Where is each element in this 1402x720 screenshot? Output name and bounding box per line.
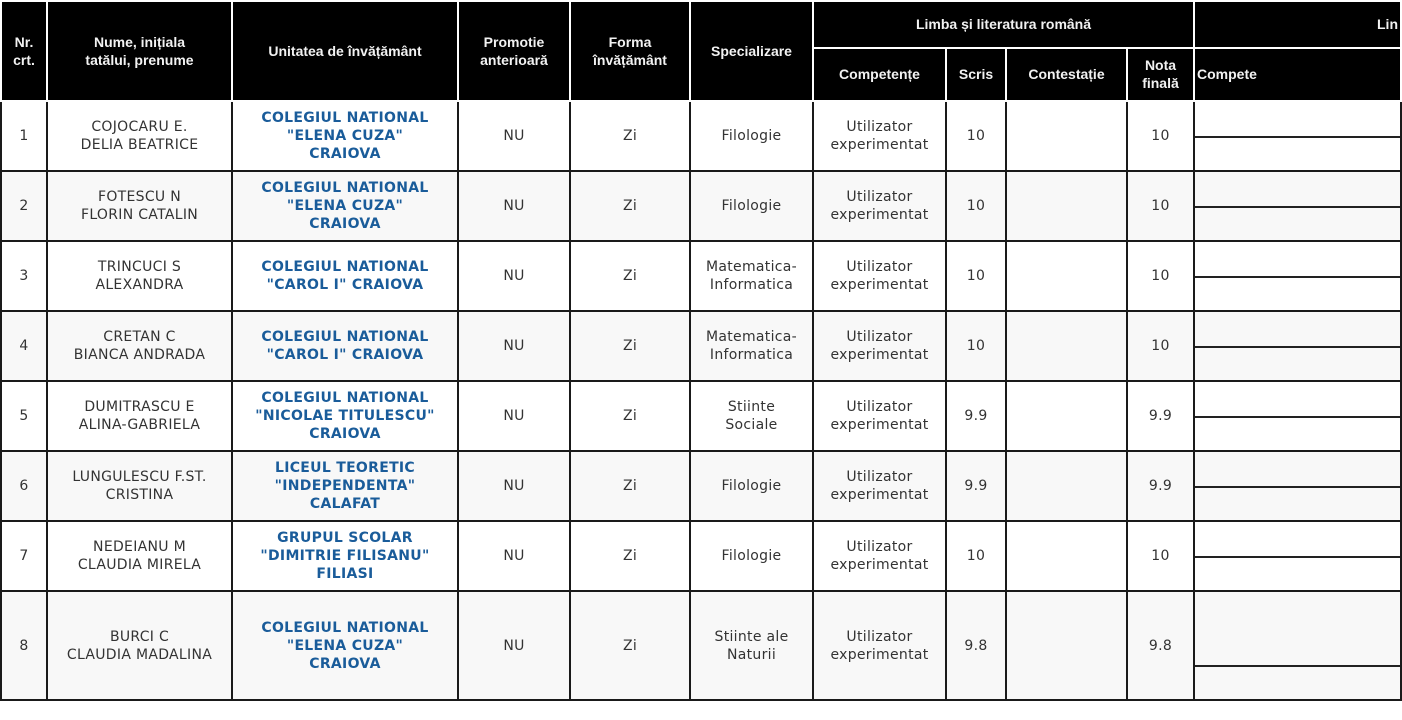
cell-specializare: [690, 311, 813, 381]
cell-nota-finala: 10: [1127, 101, 1194, 171]
cell-nr: 3: [1, 241, 47, 311]
inner-divider: [1195, 556, 1400, 558]
cell-promotie: NU: [458, 591, 570, 700]
cell-next-subject: [1194, 451, 1401, 521]
cell-next-subject: [1194, 171, 1401, 241]
cell-specializare: [690, 381, 813, 451]
cell-nota-finala: 9.8: [1127, 591, 1194, 700]
name-line-2: DELIA BEATRICE: [80, 137, 199, 153]
competente-line: Utilizator: [846, 469, 913, 485]
cell-promotie: NU: [458, 451, 570, 521]
school-line: "ELENA CUZA": [286, 637, 404, 654]
competente-line: experimentat: [830, 557, 929, 573]
cell-school: [232, 591, 458, 700]
cell-scris: 10: [946, 101, 1006, 171]
cell-next-subject: [1194, 521, 1401, 591]
cell-forma: Zi: [570, 241, 690, 311]
cell-contestatie: [1006, 451, 1127, 521]
header-nota-finala: Nota finală: [1127, 48, 1194, 101]
school-line: "NICOLAE TITULESCU": [255, 408, 435, 424]
school-line: CALAFAT: [309, 496, 381, 512]
spec-line: Matematica-: [706, 259, 797, 275]
cell-competente: [813, 171, 946, 241]
name-line-2: CLAUDIA MIRELA: [77, 557, 202, 573]
cell-name: [47, 171, 232, 241]
cell-nr: 6: [1, 451, 47, 521]
table-row: [1, 591, 1401, 700]
cell-nota-finala: 9.9: [1127, 381, 1194, 451]
cell-promotie: NU: [458, 381, 570, 451]
cell-specializare: [690, 171, 813, 241]
school-line: FILIASI: [316, 566, 374, 582]
cell-nr: 5: [1, 381, 47, 451]
header-scris: Scris: [946, 48, 1006, 101]
name-line-1: BURCI C: [109, 628, 170, 645]
cell-competente: [813, 241, 946, 311]
cell-contestatie: [1006, 591, 1127, 700]
header-competente-next: Compete: [1194, 48, 1401, 101]
name-line-2: ALEXANDRA: [95, 277, 184, 293]
table-row: [1, 521, 1401, 591]
school-line: CRAIOVA: [309, 146, 381, 162]
header-name: Nume, inițiala tatălui, prenume: [47, 1, 232, 101]
school-line: COLEGIUL NATIONAL: [261, 329, 429, 345]
spec-line: Stiinte: [727, 399, 776, 415]
cell-forma: Zi: [570, 591, 690, 700]
cell-nr: 8: [1, 591, 47, 700]
school-line: COLEGIUL NATIONAL: [261, 180, 429, 196]
cell-competente: [813, 101, 946, 171]
cell-next-subject: [1194, 101, 1401, 171]
table-row: [1, 101, 1401, 171]
school-line: CRAIOVA: [309, 216, 381, 232]
spec-line: Naturii: [726, 646, 777, 663]
school-line: "CAROL I" CRAIOVA: [266, 277, 424, 293]
cell-competente: [813, 451, 946, 521]
cell-contestatie: [1006, 381, 1127, 451]
name-line-1: FOTESCU N: [97, 189, 181, 205]
cell-name: [47, 451, 232, 521]
inner-divider: [1195, 346, 1400, 348]
table-row: [1, 171, 1401, 241]
school-line: COLEGIUL NATIONAL: [261, 390, 429, 406]
competente-line: Utilizator: [846, 329, 913, 345]
competente-line: Utilizator: [846, 628, 913, 645]
cell-nr: 7: [1, 521, 47, 591]
competente-line: experimentat: [830, 347, 929, 363]
spec-line: Filologie: [721, 198, 782, 214]
cell-next-subject: [1194, 311, 1401, 381]
name-line-1: COJOCARU E.: [91, 119, 188, 135]
cell-scris: 9.9: [946, 381, 1006, 451]
competente-line: Utilizator: [846, 189, 913, 205]
cell-next-subject: [1194, 591, 1401, 700]
cell-contestatie: [1006, 101, 1127, 171]
header-group-romana: Limba și literatura română: [813, 1, 1194, 48]
cell-scris: 10: [946, 311, 1006, 381]
cell-nr: 1: [1, 101, 47, 171]
school-line: GRUPUL SCOLAR: [277, 530, 413, 546]
competente-line: Utilizator: [846, 119, 913, 135]
cell-promotie: NU: [458, 311, 570, 381]
competente-line: experimentat: [830, 137, 929, 153]
spec-line: Matematica-: [706, 329, 797, 345]
cell-forma: Zi: [570, 171, 690, 241]
competente-line: Utilizator: [846, 399, 913, 415]
cell-school: [232, 311, 458, 381]
cell-forma: Zi: [570, 311, 690, 381]
cell-scris: 10: [946, 521, 1006, 591]
competente-line: experimentat: [830, 487, 929, 503]
inner-divider: [1195, 665, 1400, 667]
cell-scris: 9.8: [946, 591, 1006, 700]
cell-specializare: [690, 591, 813, 700]
competente-line: experimentat: [830, 417, 929, 433]
name-line-2: BIANCA ANDRADA: [73, 347, 206, 363]
cell-specializare: [690, 451, 813, 521]
cell-specializare: [690, 521, 813, 591]
competente-line: Utilizator: [846, 539, 913, 555]
cell-contestatie: [1006, 521, 1127, 591]
cell-name: [47, 241, 232, 311]
competente-line: Utilizator: [846, 259, 913, 275]
cell-nota-finala: 9.9: [1127, 451, 1194, 521]
school-line: "ELENA CUZA": [286, 198, 404, 214]
spec-line: Sociale: [725, 417, 778, 433]
cell-next-subject: [1194, 381, 1401, 451]
cell-school: [232, 381, 458, 451]
cell-name: [47, 101, 232, 171]
inner-divider: [1195, 276, 1400, 278]
cell-nota-finala: 10: [1127, 311, 1194, 381]
cell-promotie: NU: [458, 171, 570, 241]
name-line-2: FLORIN CATALIN: [80, 207, 199, 223]
school-line: LICEUL TEORETIC: [274, 460, 416, 476]
school-line: COLEGIUL NATIONAL: [261, 619, 429, 636]
header-nr: Nr. crt.: [1, 1, 47, 101]
inner-divider: [1195, 136, 1400, 138]
header-competente: Competențe: [813, 48, 946, 101]
table-row: [1, 311, 1401, 381]
cell-nota-finala: 10: [1127, 241, 1194, 311]
school-line: CRAIOVA: [309, 426, 381, 442]
competente-line: experimentat: [830, 277, 929, 293]
cell-nota-finala: 10: [1127, 171, 1194, 241]
cell-promotie: NU: [458, 521, 570, 591]
spec-line: Stiinte ale: [714, 628, 789, 645]
school-line: "CAROL I" CRAIOVA: [266, 347, 424, 363]
table-header: [1, 1, 1401, 101]
cell-competente: [813, 311, 946, 381]
cell-specializare: [690, 241, 813, 311]
school-line: "DIMITRIE FILISANU": [260, 548, 430, 564]
spec-line: Filologie: [721, 128, 782, 144]
cell-forma: Zi: [570, 521, 690, 591]
school-line: COLEGIUL NATIONAL: [261, 110, 429, 126]
cell-school: [232, 521, 458, 591]
name-line-2: ALINA-GABRIELA: [78, 417, 201, 433]
cell-contestatie: [1006, 311, 1127, 381]
table-row: [1, 241, 1401, 311]
header-group-next: Lin: [1194, 1, 1401, 48]
table-row: [1, 451, 1401, 521]
cell-nr: 2: [1, 171, 47, 241]
cell-specializare: [690, 101, 813, 171]
cell-school: [232, 451, 458, 521]
school-line: COLEGIUL NATIONAL: [261, 259, 429, 275]
cell-scris: 9.9: [946, 451, 1006, 521]
name-line-2: CLAUDIA MADALINA: [66, 646, 213, 663]
header-specializare: Specializare: [690, 1, 813, 101]
school-line: "ELENA CUZA": [286, 128, 404, 144]
cell-contestatie: [1006, 241, 1127, 311]
cell-scris: 10: [946, 241, 1006, 311]
name-line-1: TRINCUCI S: [97, 259, 182, 275]
school-line: "INDEPENDENTA": [274, 478, 416, 494]
cell-name: [47, 311, 232, 381]
name-line-2: CRISTINA: [105, 487, 174, 503]
cell-forma: Zi: [570, 101, 690, 171]
inner-divider: [1195, 416, 1400, 418]
table-body: [1, 101, 1401, 700]
cell-forma: Zi: [570, 451, 690, 521]
cell-next-subject: [1194, 241, 1401, 311]
cell-competente: [813, 591, 946, 700]
cell-competente: [813, 381, 946, 451]
cell-school: [232, 171, 458, 241]
cell-scris: 10: [946, 171, 1006, 241]
spec-line: Informatica: [709, 347, 794, 363]
cell-name: [47, 381, 232, 451]
school-line: CRAIOVA: [309, 655, 381, 672]
header-school: Unitatea de învățământ: [232, 1, 458, 101]
competente-line: experimentat: [830, 207, 929, 223]
spec-line: Filologie: [721, 478, 782, 494]
inner-divider: [1195, 486, 1400, 488]
cell-promotie: NU: [458, 241, 570, 311]
name-line-1: NEDEIANU M: [93, 539, 186, 555]
competente-line: experimentat: [830, 646, 929, 663]
cell-competente: [813, 521, 946, 591]
cell-nr: 4: [1, 311, 47, 381]
cell-contestatie: [1006, 171, 1127, 241]
header-promotie: Promotie anterioară: [458, 1, 570, 101]
cell-nota-finala: 10: [1127, 521, 1194, 591]
header-contestatie: Contestație: [1006, 48, 1127, 101]
name-line-1: CRETAN C: [103, 329, 176, 345]
spec-line: Informatica: [709, 277, 794, 293]
cell-name: [47, 521, 232, 591]
inner-divider: [1195, 206, 1400, 208]
cell-school: [232, 241, 458, 311]
spec-line: Filologie: [721, 548, 782, 564]
table-row: [1, 381, 1401, 451]
cell-promotie: NU: [458, 101, 570, 171]
name-line-1: LUNGULESCU F.ST.: [72, 469, 207, 485]
cell-school: [232, 101, 458, 171]
header-forma: Forma învățământ: [570, 1, 690, 101]
cell-name: [47, 591, 232, 700]
cell-forma: Zi: [570, 381, 690, 451]
name-line-1: DUMITRASCU E: [84, 399, 195, 415]
